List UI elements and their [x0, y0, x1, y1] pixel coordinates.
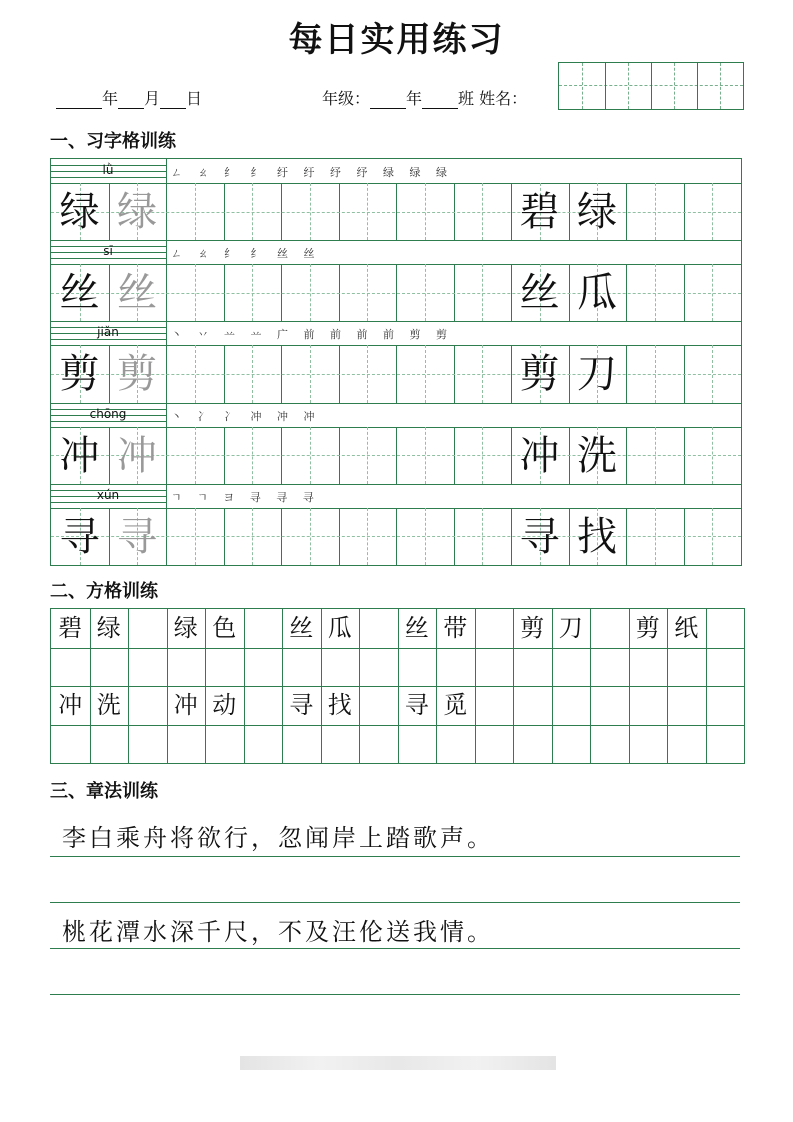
pinyin-label: xún: [96, 487, 120, 502]
word-char: 冲: [519, 432, 560, 479]
stroke-order: ㄱ ㄱ ヨ 寻 寻 寻: [171, 490, 320, 504]
year-blank[interactable]: [56, 92, 102, 109]
section2-heading: 二、方格训练: [50, 581, 158, 602]
model-char: 剪: [59, 351, 100, 398]
word-char: 剪: [519, 351, 560, 398]
grid-word-char: 觅: [443, 691, 468, 719]
grid-word-char: 冲: [173, 691, 198, 719]
grid-word-char: 瓜: [327, 614, 352, 642]
name-label: 姓名：: [479, 89, 528, 108]
grade-class-name-field: [322, 86, 527, 109]
grid-word-char: 纸: [674, 614, 699, 642]
grid-word-char: 色: [212, 614, 237, 642]
writing-rule[interactable]: [50, 994, 740, 995]
grid-word-char: 洗: [96, 691, 121, 719]
trace-char: 绿: [117, 189, 157, 235]
pinyin-label: chōng: [89, 406, 127, 421]
pinyin-label: lǜ: [102, 163, 114, 177]
year-label: 年: [102, 89, 119, 108]
word-char: 碧: [519, 189, 560, 235]
word-char: 刀: [577, 351, 617, 398]
page-title: 每日实用练习: [288, 20, 505, 60]
day-label: 日: [186, 89, 203, 108]
model-char: 丝: [59, 270, 100, 317]
trace-char: 冲: [117, 432, 157, 479]
model-char: 冲: [59, 432, 100, 479]
grid-word-char: 找: [327, 691, 352, 719]
name-grid[interactable]: [558, 62, 744, 110]
grid-word-char: 丝: [289, 614, 314, 642]
word-char: 找: [577, 513, 617, 560]
grid-word-char: 冲: [58, 691, 83, 719]
month-blank[interactable]: [118, 92, 144, 109]
pinyin-label: sī: [103, 244, 113, 259]
word-char: 洗: [577, 432, 617, 479]
grid-word-char: 寻: [289, 691, 314, 719]
section1-heading: 一、习字格训练: [50, 131, 176, 152]
grid-word-char: 绿: [96, 614, 121, 642]
word-char: 寻: [519, 513, 560, 560]
grade-blank[interactable]: [370, 92, 406, 109]
stroke-order: ㄥ ㄠ 纟 纟 丝 丝: [171, 247, 321, 261]
grade-label: 年级：: [322, 89, 371, 108]
section3-heading: 三、章法训练: [50, 781, 158, 802]
trace-char: 寻: [117, 513, 157, 560]
word-char: 丝: [519, 270, 560, 317]
day-blank[interactable]: [160, 92, 186, 109]
verse-line-2: 桃花潭水深千尺，不及汪伦送我情。: [62, 918, 494, 946]
class-label: 班: [458, 89, 475, 108]
grid-word-char: 剪: [520, 614, 545, 642]
word-char: 瓜: [577, 270, 617, 317]
grid-word-char: 动: [212, 691, 237, 719]
stroke-order: 丶 丷 䒑 䒑 广 前 前 前 前 剪 剪: [171, 328, 453, 342]
word-char: 绿: [577, 189, 617, 235]
practice-row: [51, 321, 741, 402]
practice-row: [51, 240, 741, 321]
model-char: 绿: [59, 189, 100, 235]
month-label: 月: [144, 89, 161, 108]
model-char: 寻: [59, 513, 100, 560]
grid-word-char: 剪: [635, 614, 660, 642]
grid-word-char: 带: [443, 614, 468, 642]
grid-word-char: 刀: [558, 614, 583, 642]
class-blank[interactable]: [422, 92, 458, 109]
square-grid: [50, 608, 745, 764]
practice-row: [51, 484, 741, 565]
date-field: [56, 86, 202, 109]
trace-char: 剪: [117, 351, 157, 398]
grid-word-char: 丝: [404, 614, 429, 642]
pinyin-label: jiǎn: [97, 325, 119, 340]
verse-line-1: 李白乘舟将欲行，忽闻岸上踏歌声。: [62, 824, 494, 852]
stroke-order: 丶 冫 冫 冲 冲 冲: [171, 409, 321, 423]
practice-row: [51, 403, 741, 484]
grid-word-char: 绿: [173, 614, 198, 642]
writing-rule[interactable]: [50, 948, 740, 949]
stroke-order: ㄥ ㄠ 纟 纟 纡 纡 纾 纾 绿 绿 绿: [171, 166, 453, 179]
grid-word-char: 碧: [58, 614, 83, 642]
practice-row: [51, 159, 741, 240]
writing-rule[interactable]: [50, 856, 740, 857]
blurred-footer: [240, 1056, 556, 1070]
practice-grid: [50, 158, 742, 566]
grid-word-char: 寻: [404, 691, 429, 719]
writing-rule[interactable]: [50, 902, 740, 903]
trace-char: 丝: [117, 270, 157, 317]
grade-year-label: 年: [406, 89, 423, 108]
